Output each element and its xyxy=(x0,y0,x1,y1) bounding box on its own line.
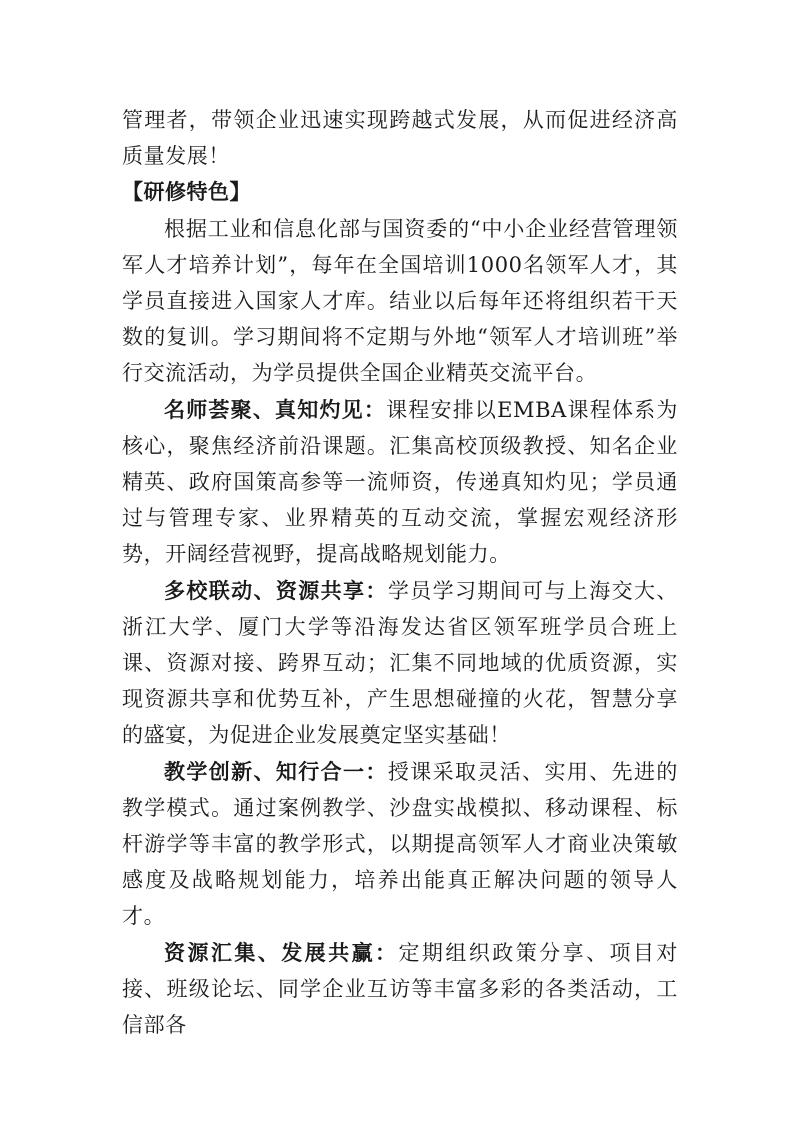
feature-body: 学员学习期间可与上海交大、浙江大学、厦门大学等沿海发达省区领军班学员合班上课、资源对接、跨界互动；汇集不同地域的优质资源，实现资源共享和优势互补，产生思想碰撞的火花，智慧分享的盛宴，为促进企业发展奠定坚实基础！ xyxy=(122,578,678,748)
feature-paragraph-resources xyxy=(122,935,678,1044)
document-body xyxy=(122,102,678,1043)
feature-lead: 名师荟聚、真知灼见： xyxy=(164,397,387,422)
feature-body: 授课采取灵活、实用、先进的教学模式。通过案例教学、沙盘实战模拟、移动课程、标杆游学等丰富的教学形式，以期提高领军人才商业决策敏感度及战略规划能力，培养出能真正解决问题的领导人才。 xyxy=(122,759,678,929)
feature-body: 课程安排以EMBA课程体系为核心，聚焦经济前沿课题。汇集高校顶级教授、知名企业精英、政府国策高参等一流师资，传递真知灼见；学员通过与管理专家、业界精英的互动交流，掌握宏观经济形势，开阔经营视野，提高战略规划能力。 xyxy=(122,397,678,567)
feature-paragraph-teaching xyxy=(122,754,678,935)
paragraph-continuation: 管理者，带领企业迅速实现跨越式发展，从而促进经济高质量发展！ xyxy=(122,108,678,169)
feature-paragraph-schools xyxy=(122,573,678,754)
feature-paragraph-teachers xyxy=(122,392,678,573)
feature-body: 定期组织政策分享、项目对接、班级论坛、同学企业互访等丰富多彩的各类活动，工信部各 xyxy=(122,940,679,1038)
feature-lead: 教学创新、知行合一： xyxy=(164,759,388,784)
paragraph-intro: 根据工业和信息化部与国资委的“中小企业经营管理领军人才培养计划”，每年在全国培训1000名领军人才，其学员直接进入国家人才库。结业以后每年还将组织若干天数的复训。学习期间将不定期与外地“领军人才培训班”举行交流活动，为学员提供全国企业精英交流平台。 xyxy=(122,216,678,386)
feature-lead: 多校联动、资源共享： xyxy=(164,578,388,603)
feature-lead: 资源汇集、发展共赢： xyxy=(164,940,399,965)
section-heading: 【研修特色】 xyxy=(122,180,251,205)
